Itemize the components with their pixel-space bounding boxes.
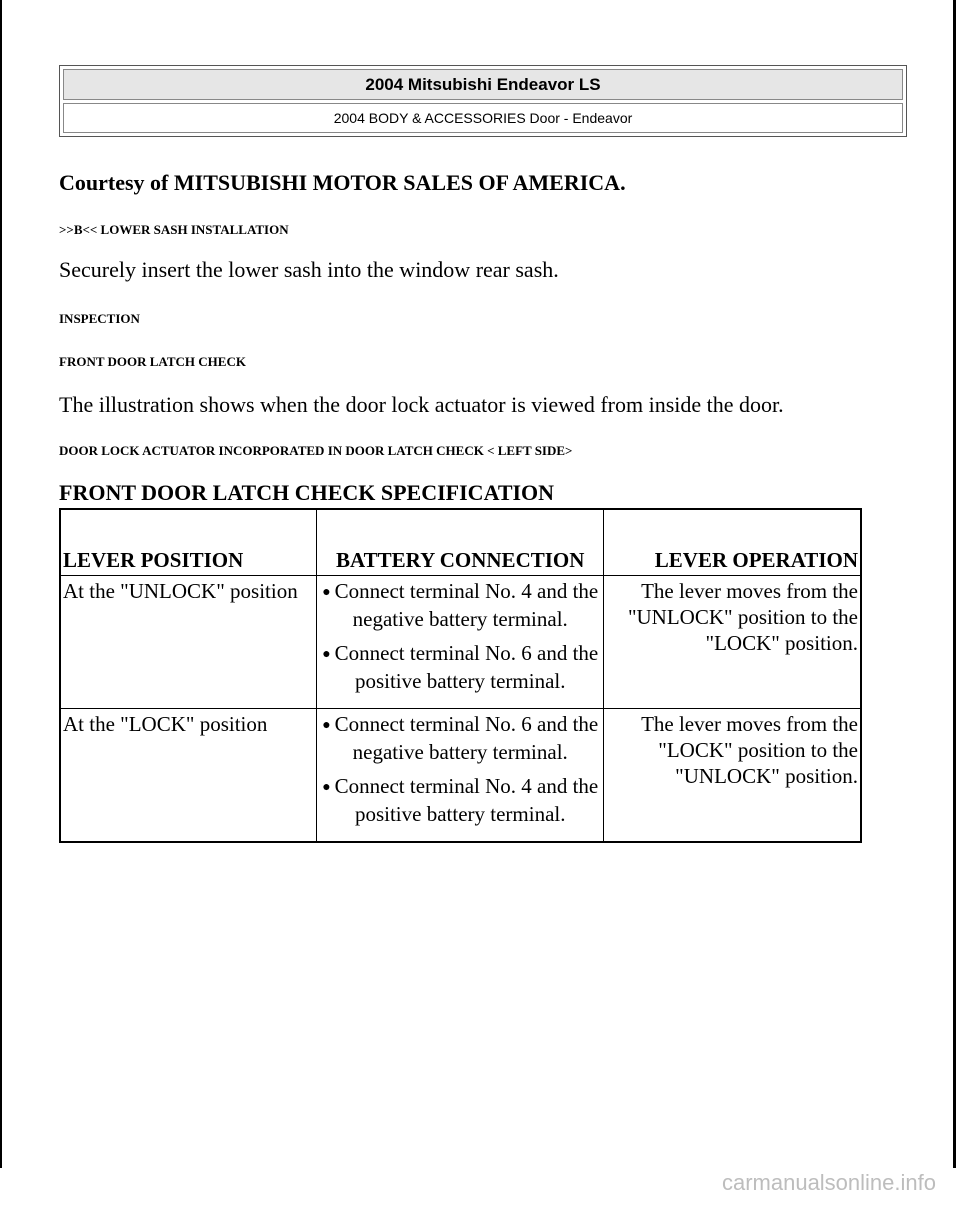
actuator-heading: DOOR LOCK ACTUATOR INCORPORATED IN DOOR LATCH CHECK < LEFT SIDE> [59,443,573,458]
latch-check-heading: FRONT DOOR LATCH CHECK [59,354,246,369]
table-row [60,576,861,709]
courtesy-line: Courtesy of MITSUBISHI MOTOR SALES OF AMERICA. [59,170,626,195]
table-title: FRONT DOOR LATCH CHECK SPECIFICATION [59,480,555,505]
header-lever-position: LEVER POSITION [60,509,317,576]
table-row [60,709,861,843]
header-battery-connection: BATTERY CONNECTION [317,509,604,576]
page-right-border [953,0,956,1168]
cell-lever-position: At the "UNLOCK" position [60,576,317,709]
cell-lever-position: At the "LOCK" position [60,709,317,843]
list-item: ● Connect terminal No. 6 and the positive battery terminal. [319,640,601,694]
lower-sash-text: Securely insert the lower sash into the window rear sash. [59,257,559,282]
page-left-border [0,0,2,1168]
cell-lever-operation: The lever moves from the "UNLOCK" position to the "LOCK" position. [604,576,861,709]
watermark-text: carmanualsonline.info [721,1170,936,1195]
list-item: ● Connect terminal No. 6 and the negative battery terminal. [319,711,601,765]
list-item: ● Connect terminal No. 4 and the positive battery terminal. [319,773,601,827]
cell-battery-connection [317,709,604,843]
connection-list [319,578,601,694]
header-title: 2004 Mitsubishi Endeavor LS [63,69,903,100]
document-header [59,65,907,137]
list-item: ● Connect terminal No. 4 and the negative battery terminal. [319,578,601,632]
latch-check-spec-table [59,508,862,843]
table-header-row [60,509,861,576]
connection-list [319,711,601,827]
lower-sash-heading: >>B<< LOWER SASH INSTALLATION [59,222,289,237]
illustration-text: The illustration shows when the door lock actuator is viewed from inside the door. [59,392,784,417]
header-subtitle: 2004 BODY & ACCESSORIES Door - Endeavor [63,103,903,133]
cell-lever-operation: The lever moves from the "LOCK" position to the "UNLOCK" position. [604,709,861,843]
inspection-heading: INSPECTION [59,311,140,326]
header-lever-operation: LEVER OPERATION [604,509,861,576]
cell-battery-connection [317,576,604,709]
